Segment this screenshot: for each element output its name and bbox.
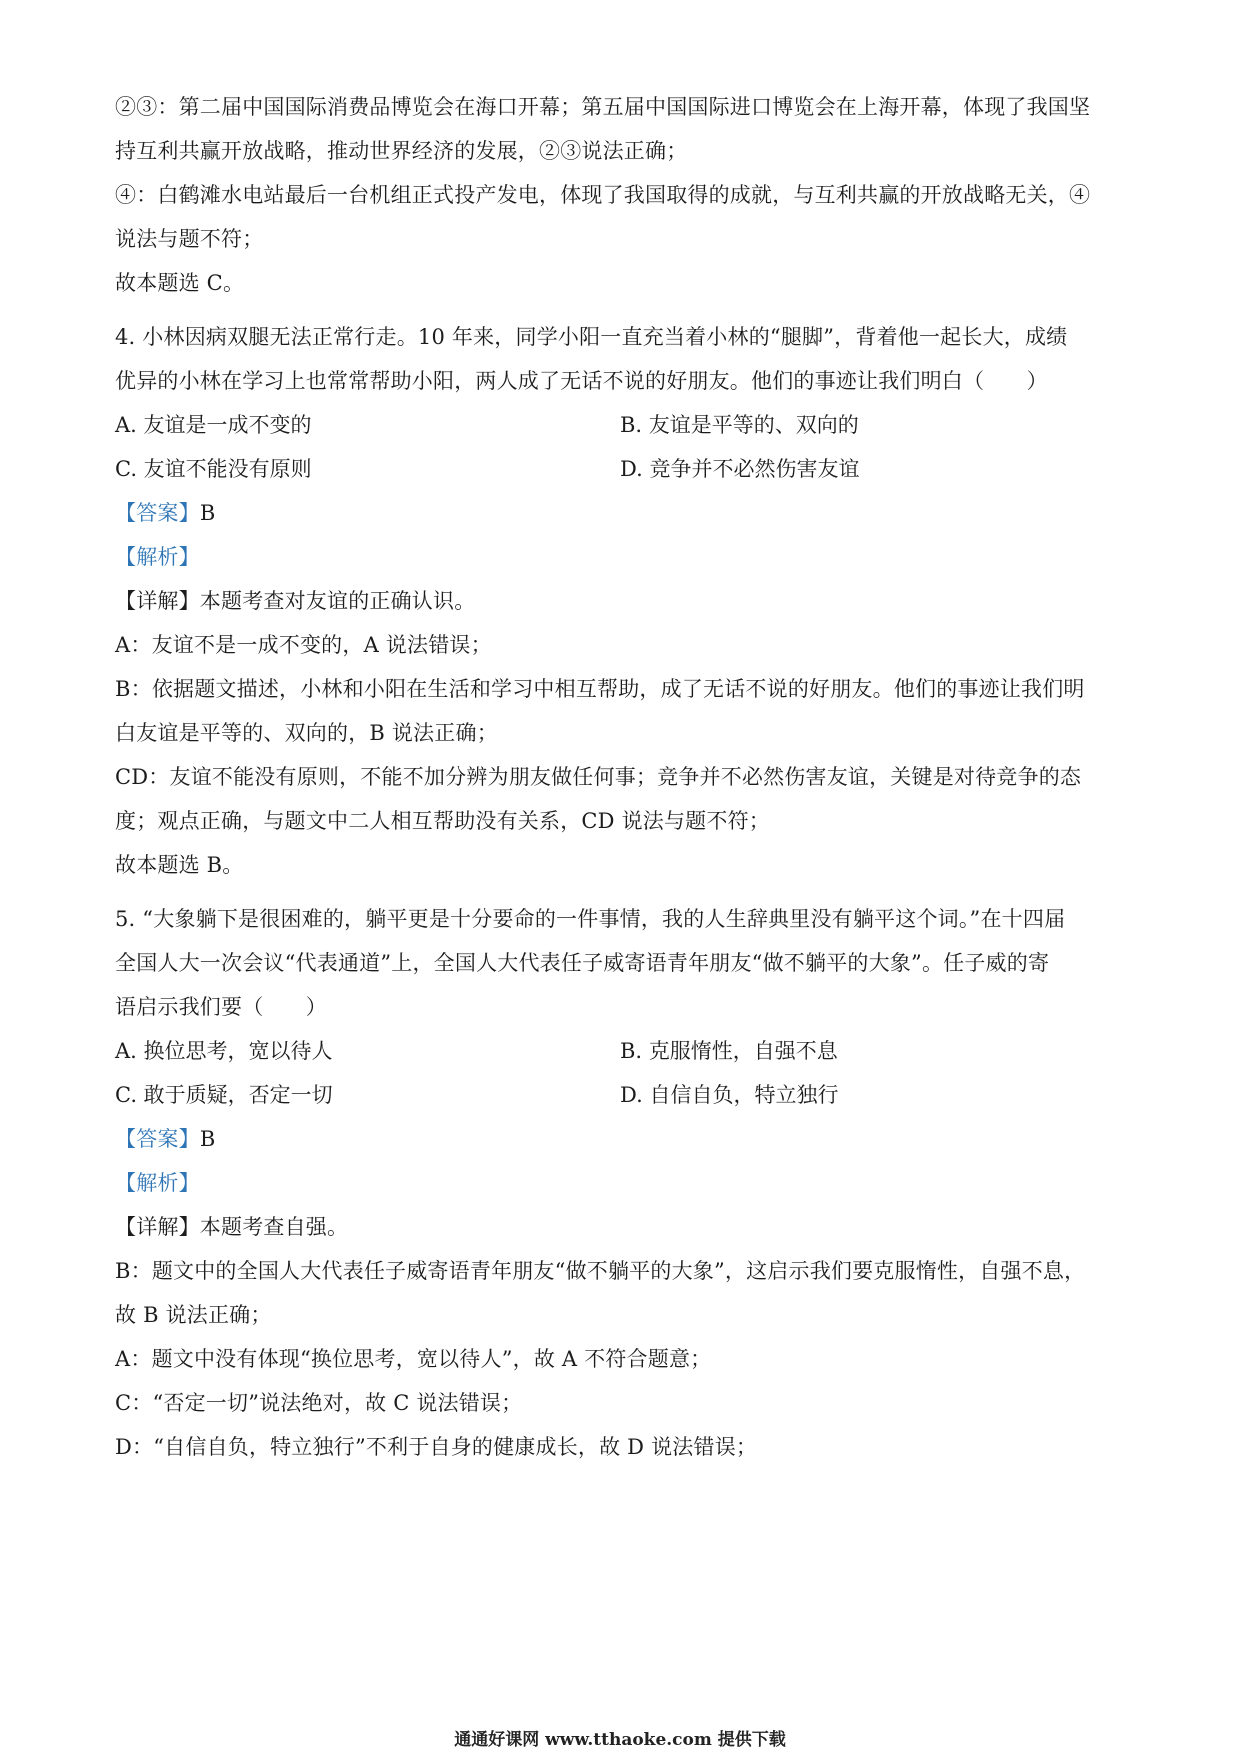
question-4-detail: A：友谊不是一成不变的，A 说法错误； xyxy=(115,633,492,657)
question-5-detail: 【详解】本题考查自强。 xyxy=(115,1215,349,1239)
question-4-detail: 【详解】本题考查对友谊的正确认识。 xyxy=(115,589,476,613)
question-5-detail: 故 B 说法正确； xyxy=(115,1303,272,1327)
answer-value: B xyxy=(199,501,216,525)
question-4-stem: 4. 小林因病双腿无法正常行走。10 年来，同学小阳一直充当着小林的“腿脚”，背着他一起长大，成绩 xyxy=(115,325,1068,349)
question-5-option-d: D. 自信自负，特立独行 xyxy=(620,1083,839,1107)
question-5-answer xyxy=(115,1124,1125,1154)
question-5-analysis xyxy=(115,1168,1125,1198)
analysis-tag: 【解析】 xyxy=(115,1171,200,1195)
question-4-option-b: B. 友谊是平等的、双向的 xyxy=(620,413,859,437)
question-4-option-a: A. 友谊是一成不变的 xyxy=(115,413,312,437)
paragraph-line: ②③：第二届中国国际消费品博览会在海口开幕；第五届中国国际进口博览会在上海开幕，体现了我国坚 xyxy=(115,95,1091,119)
question-4-analysis xyxy=(115,542,1125,572)
question-5-detail: B：题文中的全国人大代表任子威寄语青年朋友“做不躺平的大象”，这启示我们要克服惰性，自强不息， xyxy=(115,1259,1086,1283)
paragraph-line: ④：白鹤滩水电站最后一台机组正式投产发电，体现了我国取得的成就，与互利共赢的开放战略无关，④ xyxy=(115,183,1091,207)
conclusion-line: 故本题选 C。 xyxy=(115,271,245,295)
paragraph-line: 说法与题不符； xyxy=(115,227,264,251)
question-5-option-a: A. 换位思考，宽以待人 xyxy=(115,1039,333,1063)
page-footer: 通通好课网 www.tthaoke.com 提供下载 xyxy=(454,1730,786,1750)
question-5-detail: A：题文中没有体现“换位思考，宽以待人”，故 A 不符合题意； xyxy=(115,1347,712,1371)
answer-tag: 【答案】 xyxy=(115,1127,200,1151)
question-4-detail: 度；观点正确，与题文中二人相互帮助没有关系，CD 说法与题不符； xyxy=(115,809,770,833)
question-4-detail: CD：友谊不能没有原则，不能不加分辨为朋友做任何事；竞争并不必然伤害友谊，关键是对待竞争的态 xyxy=(115,765,1082,789)
question-4-option-d: D. 竞争并不必然伤害友谊 xyxy=(620,457,860,481)
question-5-option-b: B. 克服惰性，自强不息 xyxy=(620,1039,838,1063)
question-4-option-c: C. 友谊不能没有原则 xyxy=(115,457,312,481)
answer-tag: 【答案】 xyxy=(115,501,200,525)
question-5-detail: C：“否定一切”说法绝对，故 C 说法错误； xyxy=(115,1391,523,1415)
question-5-stem: 5. “大象躺下是很困难的，躺平更是十分要命的一件事情，我的人生辞典里没有躺平这个词。”在十四届 xyxy=(115,907,1066,931)
question-5-stem: 全国人大一次会议“代表通道”上，全国人大代表任子威寄语青年朋友“做不躺平的大象”。任子威的寄 xyxy=(115,951,1050,975)
question-4-stem: 优异的小林在学习上也常常帮助小阳，两人成了无话不说的好朋友。他们的事迹让我们明白（ ） xyxy=(115,369,1048,393)
answer-value: B xyxy=(199,1127,216,1151)
question-5-detail: D：“自信自负，特立独行”不利于自身的健康成长，故 D 说法错误； xyxy=(115,1435,758,1459)
question-4-detail: B：依据题文描述，小林和小阳在生活和学习中相互帮助，成了无话不说的好朋友。他们的事迹让我们明 xyxy=(115,677,1085,701)
question-5-stem: 语启示我们要（ ） xyxy=(115,995,327,1019)
question-4-conclusion: 故本题选 B。 xyxy=(115,853,244,877)
question-4-answer xyxy=(115,498,1125,528)
analysis-tag: 【解析】 xyxy=(115,545,200,569)
question-5-option-c: C. 敢于质疑，否定一切 xyxy=(115,1083,333,1107)
paragraph-line: 持互利共赢开放战略，推动世界经济的发展，②③说法正确； xyxy=(115,139,688,163)
question-4-detail: 白友谊是平等的、双向的，B 说法正确； xyxy=(115,721,498,745)
